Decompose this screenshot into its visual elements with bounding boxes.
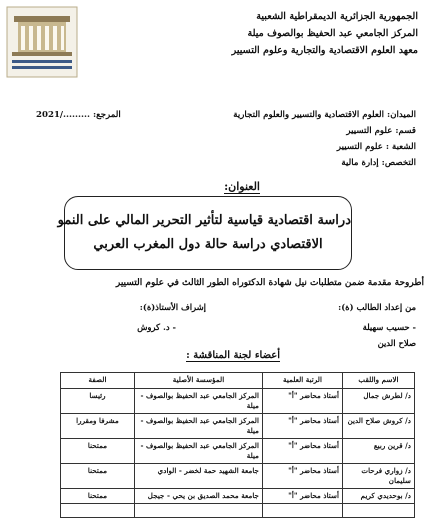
member-institution: جامعة الشهيد حمة لخضر - الوادي — [135, 464, 263, 489]
university-line: المركز الجامعي عبد الحفيظ بوالصوف ميلة — [247, 28, 418, 39]
thesis-metadata — [12, 110, 416, 174]
title-label: العنوان: — [224, 180, 260, 193]
member-rank: أستاذ محاضر "أ" — [263, 389, 343, 414]
member-institution: المركز الجامعي عبد الحفيظ بوالصوف - ميلة — [135, 389, 263, 414]
department: قسم: علوم التسيير — [346, 126, 416, 136]
column-header-role: الصفة — [61, 373, 135, 389]
member-name: د/ لطرش جمال — [343, 389, 415, 414]
member-institution: المركز الجامعي عبد الحفيظ بوالصوف - ميلة — [135, 439, 263, 464]
column-header-institution: المؤسسة الأصلية — [135, 373, 263, 389]
student-name-1: - حسيب سهيلة — [362, 322, 416, 332]
reference-number: المرجع: ........./2021 — [36, 110, 121, 120]
student-name-2: صلاح الدين — [377, 338, 416, 348]
member-name: د/ زواري فرحات سليمان — [343, 464, 415, 489]
member-role: مشرفا ومقررا — [61, 414, 135, 439]
member-rank: أستاذ محاضر "أ" — [263, 439, 343, 464]
member-name: د/ قرين ربيع — [343, 439, 415, 464]
member-rank — [263, 504, 343, 518]
thesis-title-line-1: دراسة اقتصادية قياسية لتأثير التحرير المالي على النمو — [57, 213, 351, 228]
table-row — [61, 439, 415, 464]
jury-table — [60, 372, 415, 518]
institution-header — [98, 8, 418, 59]
jury-header-row — [61, 373, 415, 389]
member-role: رئيسا — [61, 389, 135, 414]
member-institution: جامعة محمد الصديق بن يحي - جيجل — [135, 489, 263, 504]
prepared-by-label: من إعداد الطالب (ة): — [338, 302, 416, 312]
member-name — [343, 504, 415, 518]
republic-line: الجمهورية الجزائرية الديمقراطية الشعبية — [256, 11, 418, 22]
table-row — [61, 464, 415, 489]
specialty: التخصص: إدارة مالية — [341, 158, 416, 168]
supervisor-label: إشراف الأستاذ(ة): — [139, 302, 206, 312]
thesis-title-box — [57, 196, 352, 270]
column-header-rank: الرتبة العلمية — [263, 373, 343, 389]
table-row — [61, 389, 415, 414]
table-row — [61, 489, 415, 504]
thesis-description: أطروحة مقدمة ضمن متطلبات نيل شهادة الدكتوراه الطور الثالث في علوم التسيير — [115, 278, 424, 288]
thesis-title-line-2: الاقتصادي دراسة حالة دول المغرب العربي — [93, 237, 323, 252]
member-institution — [135, 504, 263, 518]
supervisor-name: - د. كروش — [137, 322, 176, 332]
member-name: د/ بوحديدي كريم — [343, 489, 415, 504]
table-row — [61, 414, 415, 439]
table-row — [61, 504, 415, 518]
member-role: ممتحنا — [61, 464, 135, 489]
member-role — [61, 504, 135, 518]
member-name: د/ كروش صلاح الدين — [343, 414, 415, 439]
column-header-name: الاسم واللقب — [343, 373, 415, 389]
university-logo-icon — [6, 6, 78, 78]
member-rank: أستاذ محاضر "أ" — [263, 414, 343, 439]
institute-line: معهد العلوم الاقتصادية والتجارية وعلوم التسيير — [231, 45, 418, 56]
branch: الشعبة : علوم التسيير — [336, 142, 416, 152]
member-rank: أستاذ محاضر "أ" — [263, 464, 343, 489]
authors-section — [6, 298, 416, 358]
member-role: ممتحنا — [61, 439, 135, 464]
field-of-study: الميدان: العلوم الاقتصادية والتسيير والعلوم التجارية — [233, 110, 416, 120]
committee-label: أعضاء لجنة المناقشة : — [186, 350, 280, 361]
member-rank: أستاذ محاضر "أ" — [263, 489, 343, 504]
member-role: ممتحنا — [61, 489, 135, 504]
member-institution: المركز الجامعي عبد الحفيظ بوالصوف - ميلة — [135, 414, 263, 439]
